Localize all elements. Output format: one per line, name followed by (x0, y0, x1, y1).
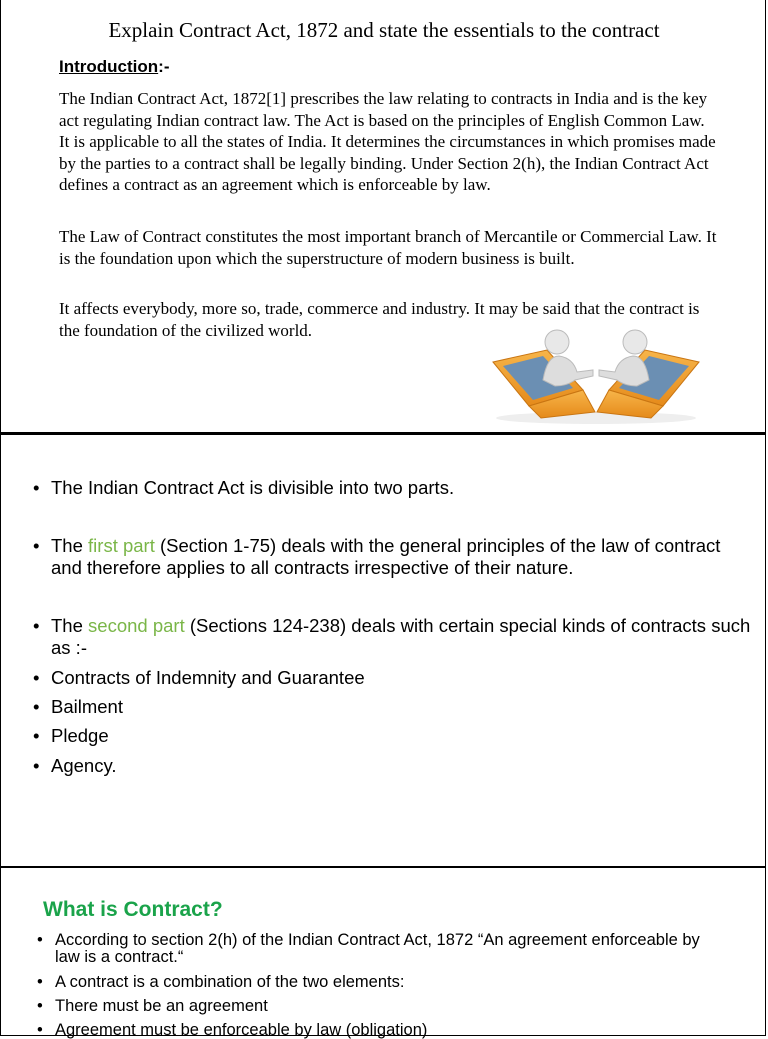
list-item (33, 755, 116, 777)
intro-paragraph-2: The Law of Contract constitutes the most important branch of Mercantile or Commercial Law. It is the foundation upon which the superstructure of modern business is built. (59, 227, 717, 268)
list-item (37, 974, 404, 991)
bullet-text: The Indian Contract Act is divisible into two parts. (51, 477, 455, 498)
list-item (33, 696, 123, 718)
intro-heading-suffix: :- (158, 57, 170, 76)
bullet-text: Pledge (51, 725, 109, 746)
slide-intro (0, 0, 766, 433)
list-item (37, 998, 268, 1015)
slide-parts (0, 433, 766, 867)
bullet-text: The (51, 615, 89, 636)
list-item (33, 535, 751, 578)
bullet-text: (Section 1-75) deals with the general principles of the law of contract and therefore applies to all contracts irrespective of their nature. (51, 535, 721, 578)
list-item (37, 932, 715, 966)
bullet-text: The (51, 535, 89, 556)
list-item (37, 1022, 427, 1039)
list-item (33, 725, 109, 747)
heading-question-mark: ? (209, 898, 223, 921)
bullet-text: There must be an agreement (55, 997, 268, 1015)
heading-text: What is Contract (43, 898, 210, 921)
intro-paragraph-1: The Indian Contract Act, 1872[1] prescribes the law relating to contracts in India and is the key act regulating Indian contract law. The Act is based on the principles of English Common Law. It is applicable to all the states of India. It determines the circumstances in which promises made by the parties to a contract shall be legally binding. Under Section 2(h), the Indian Contract Act defines a contract as an agreement which is enforceable by law. (59, 89, 716, 194)
handshake-laptops-illustration (485, 320, 707, 424)
intro-heading-label: Introduction (59, 57, 159, 76)
list-item (33, 615, 751, 658)
second-part-highlight: second part (88, 615, 185, 636)
intro-paragraph-3: It affects everybody, more so, trade, commerce and industry. It may be said that the contract is the foundation of the civilized world. (59, 299, 700, 340)
first-part-highlight: first part (88, 535, 155, 556)
bullet-text: Agency. (51, 755, 117, 776)
bullet-text: Contracts of Indemnity and Guarantee (51, 667, 365, 688)
list-item (33, 477, 454, 499)
list-item (33, 667, 365, 689)
slide-what-is-contract (0, 866, 766, 1039)
bullet-text: Agreement must be enforceable by law (obligation) (55, 1021, 428, 1039)
bullet-text: Bailment (51, 696, 123, 717)
intro-heading (59, 57, 169, 77)
bullet-text: According to section 2(h) of the Indian Contract Act, 1872 “An agreement enforceable by law is a contract.“ (55, 931, 700, 966)
bullet-text: (Sections 124-238) deals with certain special kinds of contracts such as :- (51, 615, 751, 658)
bullet-text: A contract is a combination of the two elements: (55, 973, 405, 991)
section-heading (43, 898, 223, 922)
page-title: Explain Contract Act, 1872 and state the essentials to the contract (108, 18, 660, 42)
